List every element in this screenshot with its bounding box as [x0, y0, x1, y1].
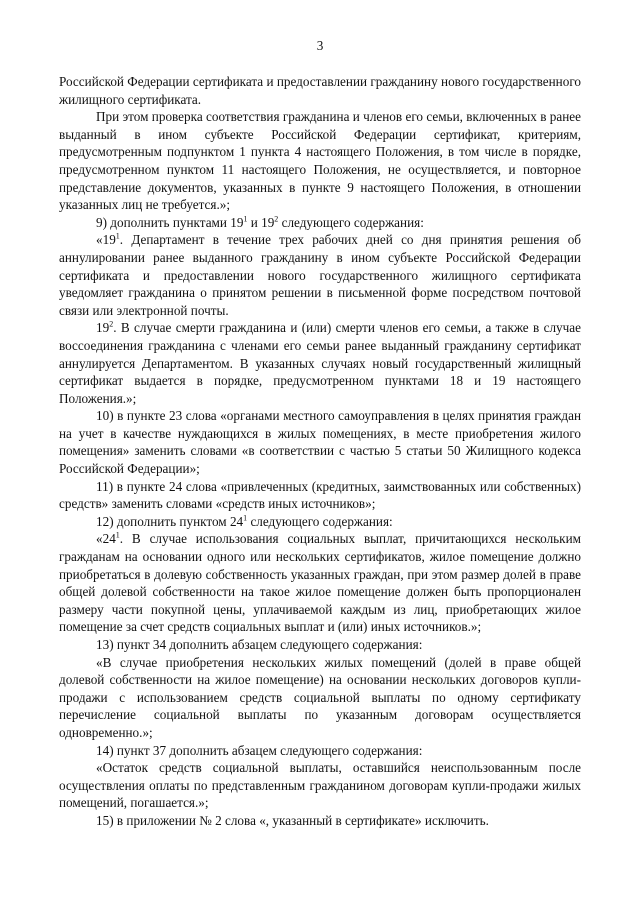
paragraph-8-text-b: следующего содержания:	[247, 513, 393, 529]
paragraph-14: 15) в приложении № 2 слова «, указанный в сертификате» исключить.	[96, 812, 489, 828]
paragraph-8	[59, 513, 581, 531]
paragraph-3-sup-1: 1	[243, 214, 248, 224]
paragraph-5	[59, 319, 581, 407]
paragraph-5-text-b: . В случае смерти гражданина и (или) смерти членов его семьи, а также в случае воссоединения гражданина с членами его семьи ранее выданный гражданину сертификат аннулируется Департаментом. В указанных случаях новый государственный жилищный сертификат выдается в порядке, предусмотренном пунктами 18 и 19 настоящего Положения.»;	[59, 320, 581, 406]
paragraph-8-text-a: 12) дополнить пунктом 24	[96, 513, 244, 529]
page-number: 3	[316, 38, 324, 53]
paragraph-9	[59, 530, 581, 636]
paragraph-1: Российской Федерации сертификата и предоставлении гражданину нового государственного жилищного сертификата.	[59, 74, 581, 107]
paragraph-9-sup: 1	[115, 531, 120, 541]
paragraph-13: «Остаток средств социальной выплаты, оставшийся неиспользованным после осуществления оплаты по представленным гражданином договорам купли-продажи жилых помещений, погашается.»;	[59, 760, 581, 811]
paragraph-2: При этом проверка соответствия гражданина и членов его семьи, включенных в ранее выданный в ином субъекте Российской Федерации сертификат, критериям, предусмотренным подпунктом 1 пункта 4 настоящего Положения, в том числе в порядке, предусмотренном пунктом 11 настоящего Положения, не осуществляется, и повторное представление документов, указанных в пункте 9 настоящего Положения, в отношении указанных лиц не требуется.»;	[59, 109, 581, 213]
paragraph-6: 10) в пункте 23 слова «органами местного самоуправления в целях принятия граждан на учет в качестве нуждающихся в жилых помещениях, в месте приобретения жилого помещения» заменить словами «в соответствии с частью 5 статьи 50 Жилищного кодекса Российской Федерации»;	[59, 408, 581, 477]
paragraph-7: 11) в пункте 24 слова «привлеченных (кредитных, заимствованных или собственных) средств» заменить словами «средств иных источников»;	[59, 478, 581, 512]
paragraph-12: 14) пункт 37 дополнить абзацем следующего содержания:	[96, 742, 423, 758]
paragraph-8-sup: 1	[243, 513, 248, 523]
paragraph-11: «В случае приобретения нескольких жилых помещений (долей в праве общей долевой собственности на жилое помещение) на основании нескольких договоров купли-продажи с использованием средств социальной выплаты по одному сертификату перечисление социальной выплаты по указанным договорам осуществляется одновременно.»;	[59, 654, 581, 740]
paragraph-4-text-b: . Департамент в течение трех рабочих дней со дня принятия решения об аннулировании ранее выданного гражданину в ином субъекте Российской Федерации сертификата и предоставлении нового государственного жилищного сертификата уведомляет гражданина о принятом решении в письменной форме посредством почтовой связи или электронной почты.	[59, 232, 581, 318]
paragraph-5-text-a: 19	[96, 320, 110, 336]
paragraph-3-text-a: 9) дополнить пунктами 19	[96, 214, 244, 230]
paragraph-3-text-b: и 19	[247, 214, 275, 230]
paragraph-3-text-c: следующего содержания:	[278, 214, 424, 230]
paragraph-10: 13) пункт 34 дополнить абзацем следующего содержания:	[96, 637, 423, 652]
paragraph-4-text-a: «19	[96, 232, 116, 248]
paragraph-3-sup-2: 2	[274, 214, 279, 224]
paragraph-5-sup: 2	[109, 319, 114, 329]
paragraph-9-text-b: . В случае использования социальных выплат, причитающихся нескольким гражданам на основании одного или нескольких сертификатов, жилое помещение должно приобретаться в долевую собственность указанных граждан, при этом размер долей в праве общей долевой собственности на такое жилое помещение должен быть пропорционален размеру части покупной цены, уплачиваемой каждым из лиц, приобретающих жилое помещение за счет средств социальных выплат и (или) иных источников.»;	[59, 531, 581, 635]
paragraph-9-text-a: «24	[96, 531, 116, 547]
paragraph-4	[59, 231, 581, 319]
paragraph-4-sup: 1	[115, 231, 120, 241]
document-body	[59, 73, 581, 830]
paragraph-3	[59, 214, 581, 232]
